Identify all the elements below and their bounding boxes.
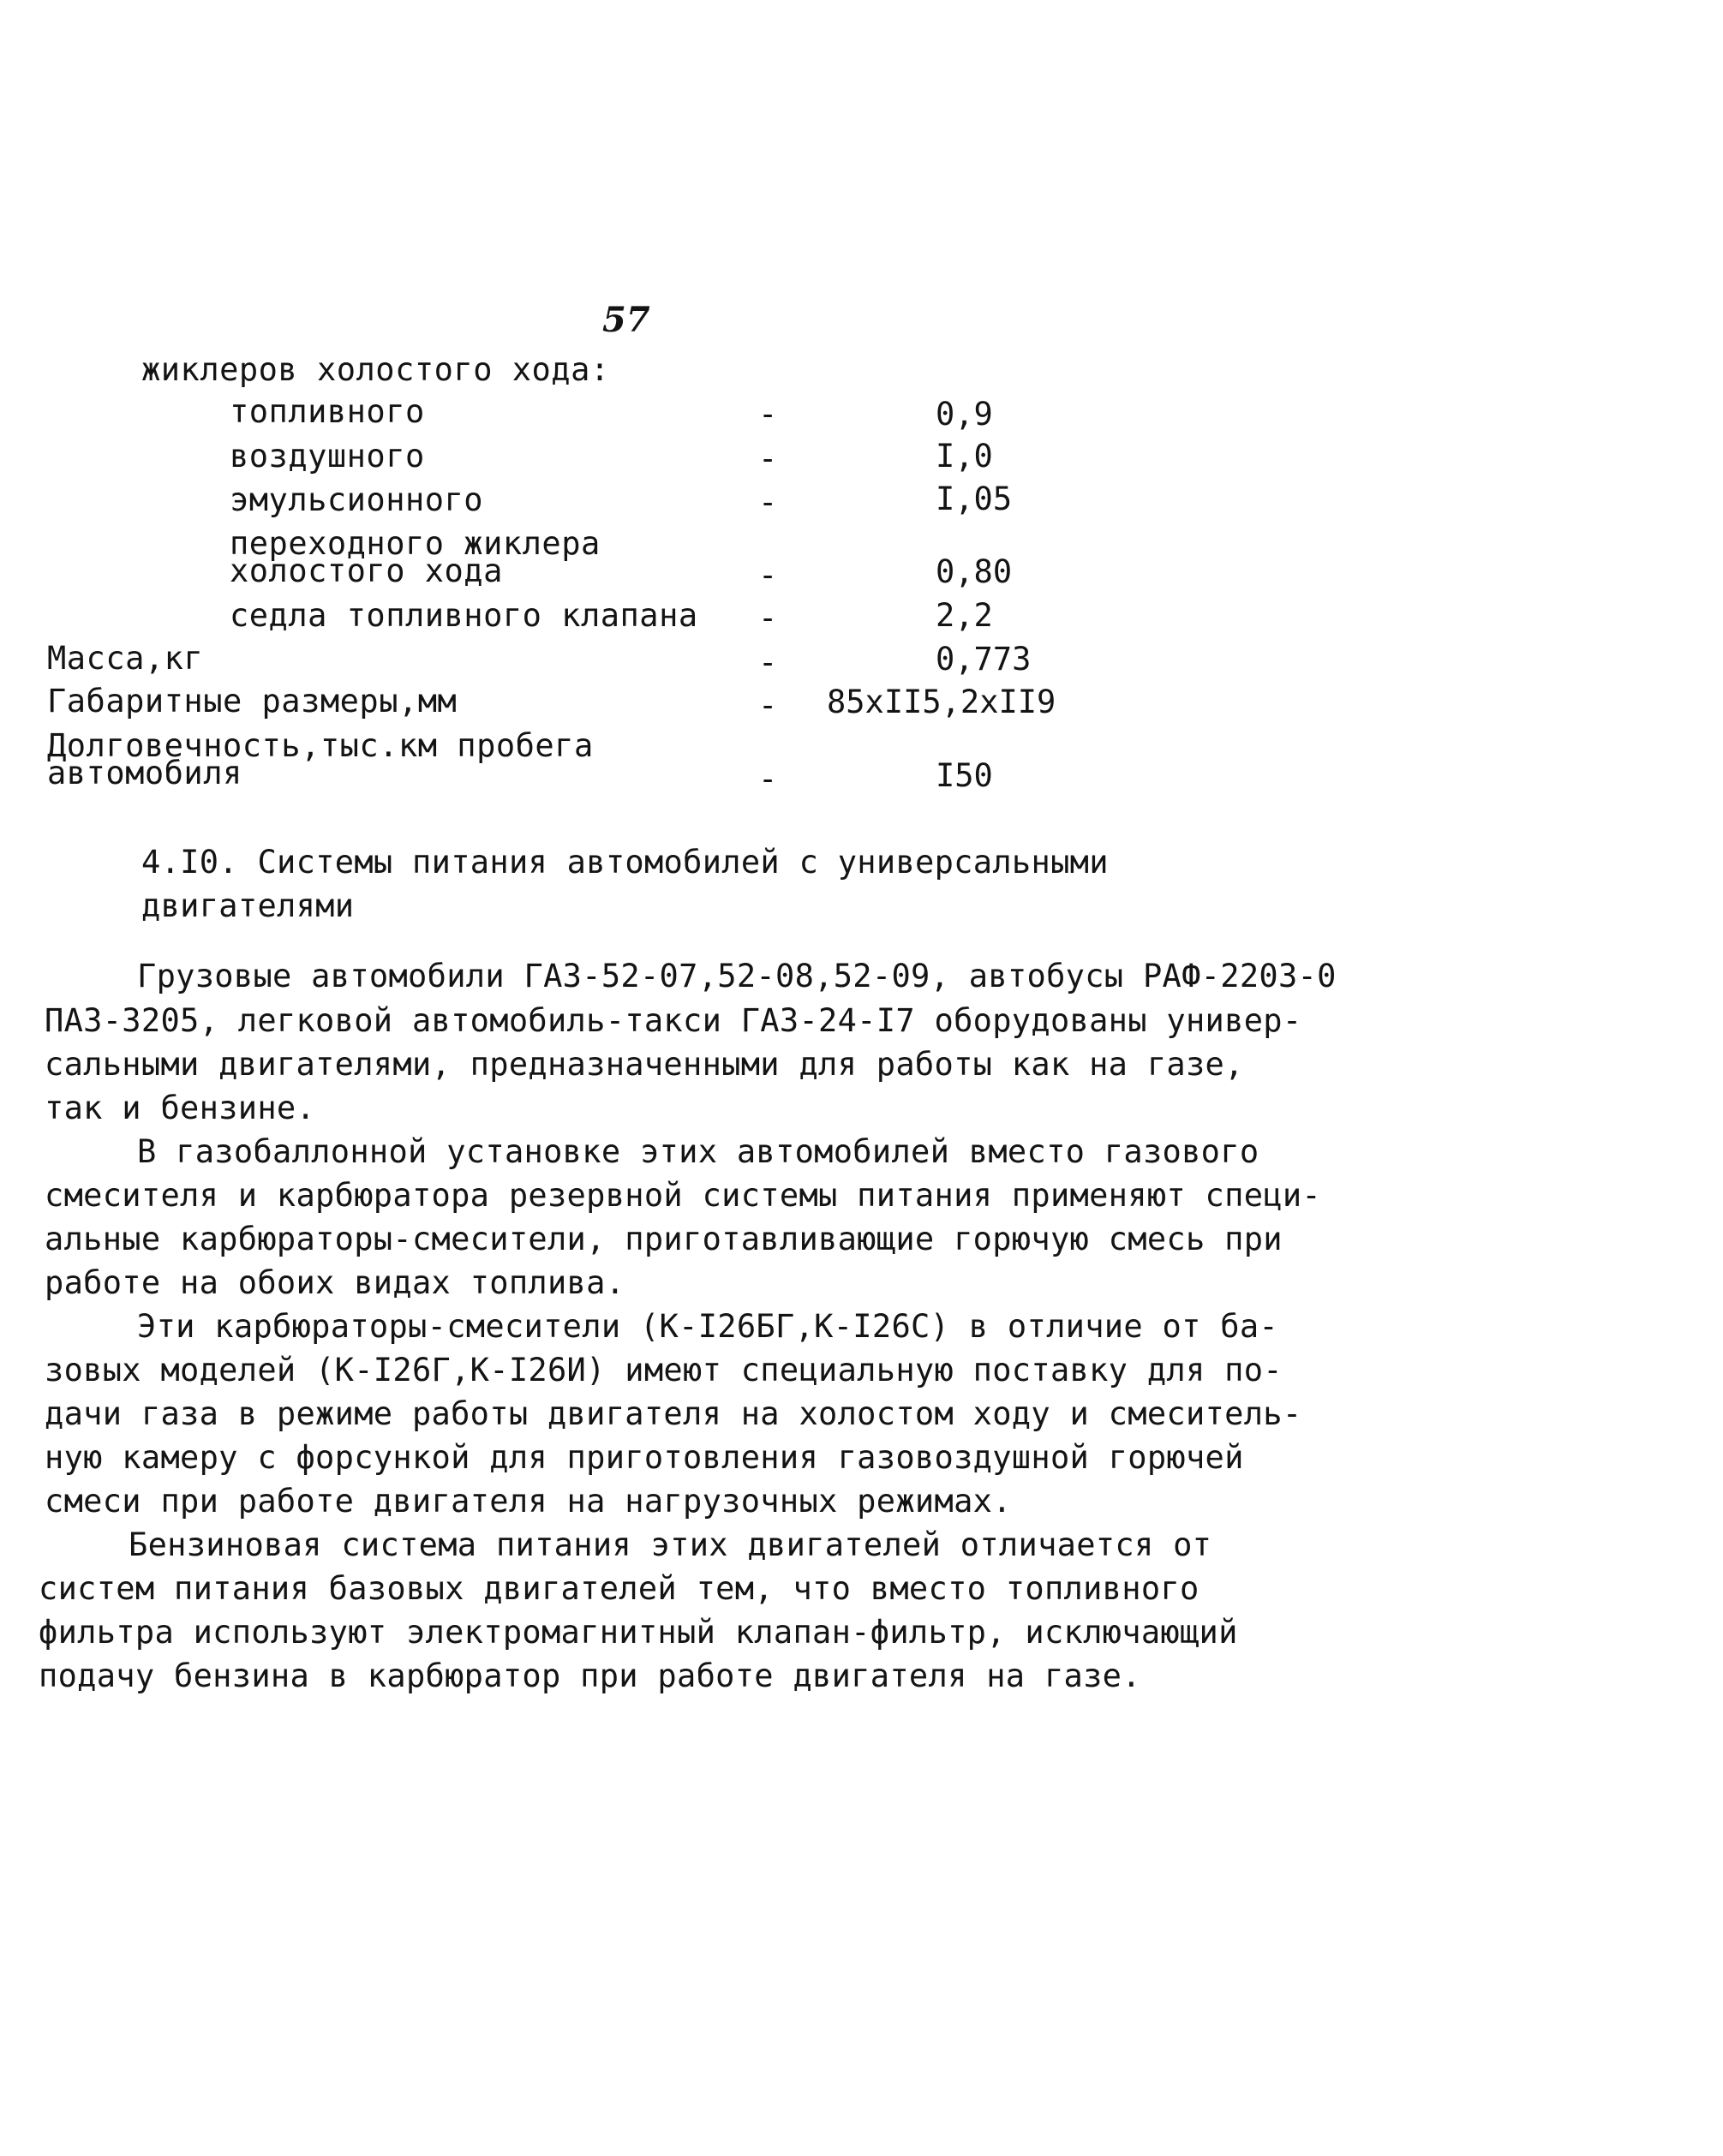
spec-row-value: I,05 bbox=[936, 481, 1013, 517]
paragraph-line: так и бензине. bbox=[45, 1090, 316, 1126]
spec-row-value: 85xII5,2xII9 bbox=[827, 684, 1056, 720]
spec-row-dash: - bbox=[758, 761, 778, 797]
spec-row-value: 0,80 bbox=[936, 553, 1013, 590]
spec-group-heading: жиклеров холостого хода: bbox=[141, 351, 610, 388]
paragraph-line: зовых моделей (К-I26Г,К-I26И) имеют специальную поставку для по- bbox=[45, 1352, 1283, 1389]
spec-row-dash: - bbox=[758, 484, 778, 521]
paragraph-line: подачу бензина в карбюратор при работе двигателя на газе. bbox=[39, 1657, 1141, 1694]
paragraph-line: смеси при работе двигателя на нагрузочных режимах. bbox=[45, 1483, 1012, 1520]
spec-row-label: топливного bbox=[230, 393, 425, 430]
paragraph-line: дачи газа в режиме работы двигателя на холостом ходу и смеситель- bbox=[45, 1395, 1302, 1432]
paragraph-line: сальными двигателями, предназначенными для работы как на газе, bbox=[45, 1046, 1244, 1083]
spec-row-label: эмульсионного bbox=[230, 481, 484, 518]
spec-row-label: Масса,кг bbox=[47, 640, 204, 677]
section-heading-line: 4.I0. Системы питания автомобилей с универсальными bbox=[141, 844, 1109, 881]
spec-row-label: переходного жиклера bbox=[230, 525, 601, 562]
paragraph-line: альные карбюраторы-смесители, приготавливающие горючую смесь при bbox=[45, 1221, 1283, 1257]
spec-row-value: I,0 bbox=[936, 438, 993, 475]
page-number: 57 bbox=[602, 300, 650, 340]
spec-row-label-continuation: автомобиля bbox=[47, 755, 242, 791]
spec-row-label: Долговечность,тыс.км пробега bbox=[47, 727, 594, 764]
spec-row-dash: - bbox=[758, 600, 778, 636]
paragraph-line: Эти карбюраторы-смесители (К-I26БГ,К-I26С) в отличие от ба- bbox=[137, 1308, 1278, 1345]
paragraph-line: ную камеру с форсункой для приготовления газовоздушной горючей bbox=[45, 1439, 1244, 1476]
paragraph-line: В газобаллонной установке этих автомобилей вместо газового bbox=[137, 1133, 1259, 1170]
paragraph-line: Бензиновая система питания этих двигателей отличается от bbox=[129, 1526, 1212, 1563]
spec-row-dash: - bbox=[758, 396, 778, 433]
paragraph-line: смесителя и карбюратора резервной системы питания применяют специ- bbox=[45, 1177, 1322, 1214]
spec-row-dash: - bbox=[758, 687, 778, 724]
spec-row-label: Габаритные размеры,мм bbox=[47, 683, 458, 720]
section-heading-line: двигателями bbox=[141, 887, 355, 924]
paragraph-line: ПАЗ-3205, легковой автомобиль-такси ГАЗ-24-I7 оборудованы универ- bbox=[45, 1002, 1302, 1039]
paragraph-line: Грузовые автомобили ГАЗ-52-07,52-08,52-09, автобусы РАФ-2203-0 bbox=[137, 958, 1337, 994]
spec-row-label: воздушного bbox=[230, 438, 425, 475]
spec-row-value: 0,9 bbox=[936, 396, 993, 433]
spec-row-label-continuation: холостого хода bbox=[230, 552, 503, 589]
spec-row-dash: - bbox=[758, 440, 778, 477]
spec-row-value: I50 bbox=[936, 757, 993, 794]
paragraph-line: работе на обоих видах топлива. bbox=[45, 1264, 625, 1301]
spec-row-value: 2,2 bbox=[936, 597, 993, 634]
paragraph-line: систем питания базовых двигателей тем, что вместо топливного bbox=[39, 1570, 1200, 1607]
spec-row-value: 0,773 bbox=[936, 641, 1032, 678]
spec-row-label: седла топливного клапана bbox=[230, 597, 698, 634]
spec-row-dash: - bbox=[758, 644, 778, 681]
paragraph-line: фильтра используют электромагнитный клапан-фильтр, исключающий bbox=[39, 1614, 1238, 1651]
spec-row-dash: - bbox=[758, 557, 778, 594]
